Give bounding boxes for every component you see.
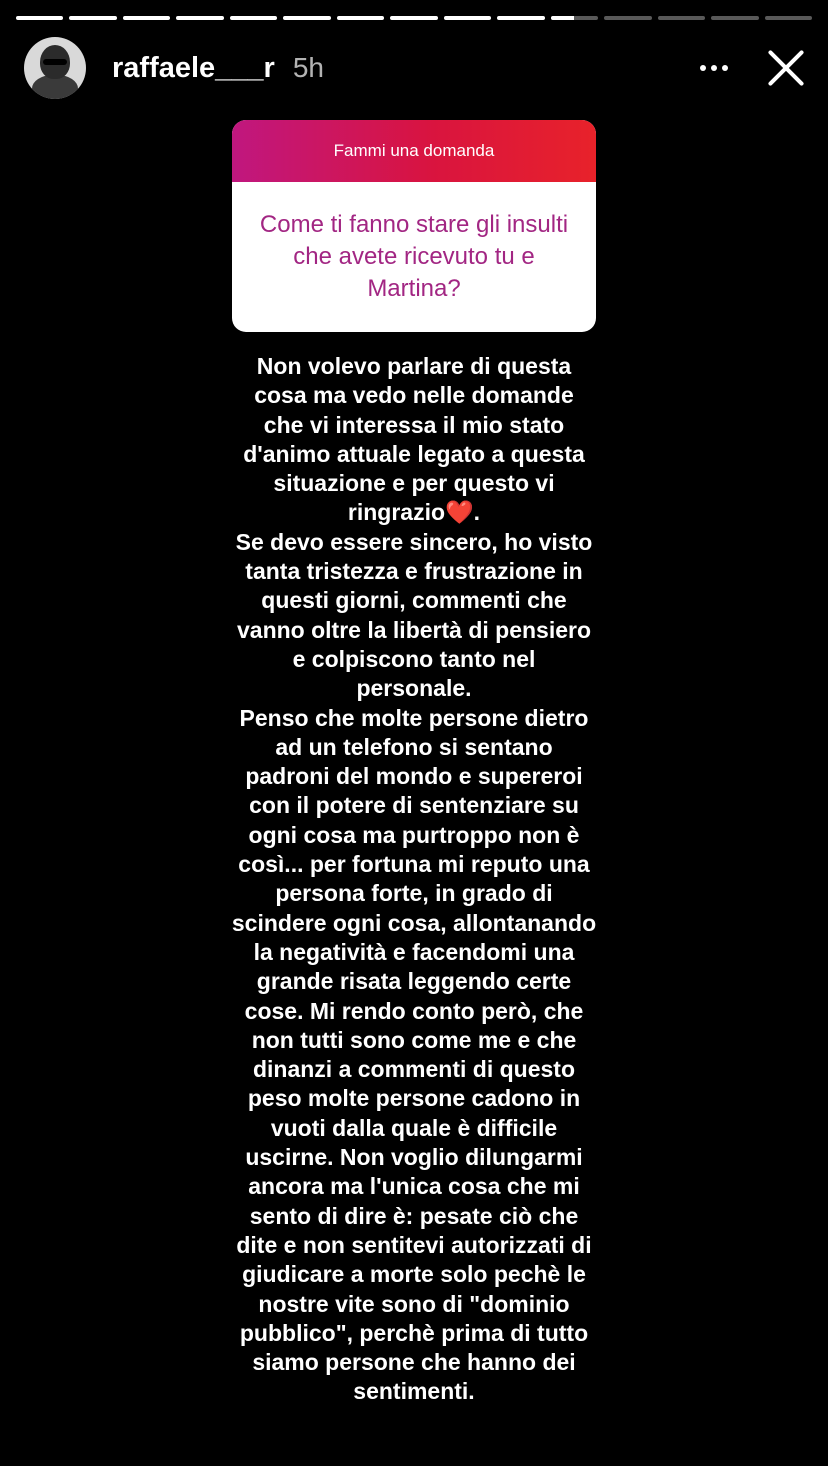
progress-segment-fill [16,16,63,20]
more-horizontal-icon[interactable] [692,46,736,90]
question-sticker-header: Fammi una domanda [232,120,596,182]
story-header [24,36,812,100]
progress-segment [176,16,223,20]
question-sticker [232,120,596,332]
progress-segment [444,16,491,20]
progress-segment-fill [337,16,384,20]
progress-segment-fill [176,16,223,20]
more-dot [711,65,717,71]
avatar[interactable] [24,37,86,99]
progress-segment [337,16,384,20]
post-time: 5h [292,52,324,83]
progress-segment-fill [283,16,330,20]
close-icon[interactable] [764,46,808,90]
progress-segment-fill [123,16,170,20]
progress-segment [390,16,437,20]
more-dot [700,65,706,71]
progress-segment [16,16,63,20]
progress-segment-fill [497,16,544,20]
progress-segment [230,16,277,20]
story-progress-bar [16,16,812,20]
progress-segment-fill [390,16,437,20]
progress-segment [658,16,705,20]
progress-segment-fill [551,16,575,20]
username[interactable]: raffaele___r [112,51,275,84]
progress-segment [123,16,170,20]
progress-segment-fill [444,16,491,20]
progress-segment [711,16,758,20]
question-sticker-text: Come ti fanno stare gli insulti che avete ricevuto tu e Martina? [259,211,569,302]
progress-segment [765,16,812,20]
progress-segment [604,16,651,20]
progress-segment [283,16,330,20]
progress-segment-fill [69,16,116,20]
progress-segment [551,16,598,20]
avatar-sunglasses-shape [43,59,67,65]
progress-segment [497,16,544,20]
progress-segment [69,16,116,20]
more-dot [722,65,728,71]
progress-segment-fill [230,16,277,20]
story-body-text: Non volevo parlare di questa cosa ma vedo nelle domande che vi interessa il mio stato d'animo attuale legato a questa situazione e per questo vi ringrazio❤️. Se devo essere sincero, ho visto tanta tristezza e frustrazione in questi giorni, commenti che vanno oltre la libertà di pensiero e colpiscono tanto nel personale. Penso che molte persone dietro ad un telefono si sentano padroni del mondo e supereroi con il potere di sentenziare su ogni cosa ma purtroppo non è così... per fortuna mi reputo una persona forte, in grado di scindere ogni cosa, allontanando la negatività e facendomi una grande risata leggendo certe cose. Mi rendo conto però, che non tutti sono come me e che dinanzi a commenti di questo peso molte persone cadono in vuoti dalla quale è difficile uscirne. Non voglio dilungarmi ancora ma l'unica cosa che mi sento di dire è: pesate ciò che dite e non sentitevi autorizzati di giudicare a morte solo pechè le nostre vite sono di "dominio pubblico", perchè prima di tutto siamo persone che hanno dei sentimenti. [231,353,597,1405]
